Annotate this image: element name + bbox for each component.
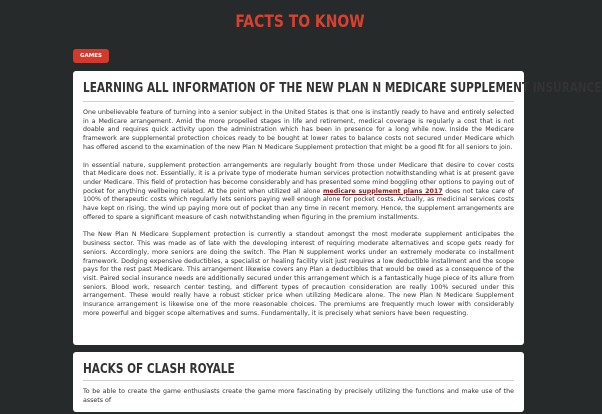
post-body bbox=[83, 388, 514, 414]
post-card bbox=[73, 71, 602, 345]
post-paragraph: To be able to create the game enthusiasts create the game more fascinating by precisely utilizing the functions and make use of the assets of bbox=[83, 388, 514, 404]
paragraph-text: does not take care of 100% of therapeutic costs which regularly lets seniors paying well enough alone for pocket costs. Actually, as medicinal services costs have kept on rising, the wind up paying more out of pocket than any time in recent memory. Hence, the supplement arrangements are offered to spare a significant measure of cash notwithstanding when figuring in the premium installments. bbox=[83, 187, 514, 221]
post-title[interactable]: LEARNING ALL INFORMATION OF THE NEW PLAN N MEDICARE SUPPLEMENT INSURANCE bbox=[83, 81, 602, 96]
post-paragraph: The New Plan N Medicare Supplement protection is currently a standout amongst the most moderate supplement anticipates the business sector. This was made as of late with the developing interest of requiring moderate alternatives and scope gets ready for seniors. Accordingly, more seniors are doing the switch. The Plan N supplement works under an extremely moderate co installment framework. Dodging expensive deductibles, a specialist or healing facility visit just requires a low deductible installment and the scope pays for the rest past Medicare. This arrangement likewise covers any Plan a deductibles that would be owed as a consequence of the visit. Paired social insurance needs are additionally secured under this arrangement which is a fantastically huge piece of its allure from seniors. Blood work, research center testing, and different types of precaution consideration are really 100% secured under this arrangement. These would really have a robust sticker price when utilizing Medicare alone. The new Plan N Medicare Supplement Insurance arrangement is likewise one of the more reasonable choices. The premiums are frequently much lower with considerably more powerful and bigger scope alternatives and sums. Fundamentally, it is precisely what seniors have been requesting. bbox=[83, 231, 514, 317]
paragraph-text: In essential nature, supplement protection arrangements are regularly bought from those under Medicare that desire to cover costs that Medicare does not. Essentially, it is a private type of moderate human services protection notwithstanding what is at present gave under Medicare. This field of protection has become considerably and has presented some mind boggling other options to paying out of pocket for anything wellbeing related. At the point when utilized all alone bbox=[83, 161, 514, 195]
site-title[interactable]: FACTS TO KNOW bbox=[235, 12, 365, 32]
post-body bbox=[83, 109, 514, 327]
post-paragraph: One unbelievable feature of turning into a senior subject in the United States is that one is instantly ready to have and entirely selected in a Medicare arrangement. Amid the more propelled stages in life and retirement, medical coverage is regularly a cost that is not doable and requires quick activity upon the administration which has been in presence for a long while now. Inside the Medicare framework are supplemental protection choices ready to be bought at lower rates to balance costs not secured under Medicare which has offered ascend to the examination of the new Plan N Medicare Supplement protection that might be a good fit for all seniors to join. bbox=[83, 109, 514, 151]
category-badge-games[interactable]: GAMES bbox=[73, 49, 109, 63]
post-paragraph bbox=[83, 162, 514, 223]
post-title[interactable]: HACKS OF CLASH ROYALE bbox=[83, 362, 235, 377]
title-divider bbox=[83, 380, 514, 381]
medicare-supplement-plans-link[interactable]: medicare supplement plans 2017 bbox=[322, 187, 443, 195]
title-divider bbox=[83, 101, 514, 102]
post-card bbox=[73, 352, 524, 412]
